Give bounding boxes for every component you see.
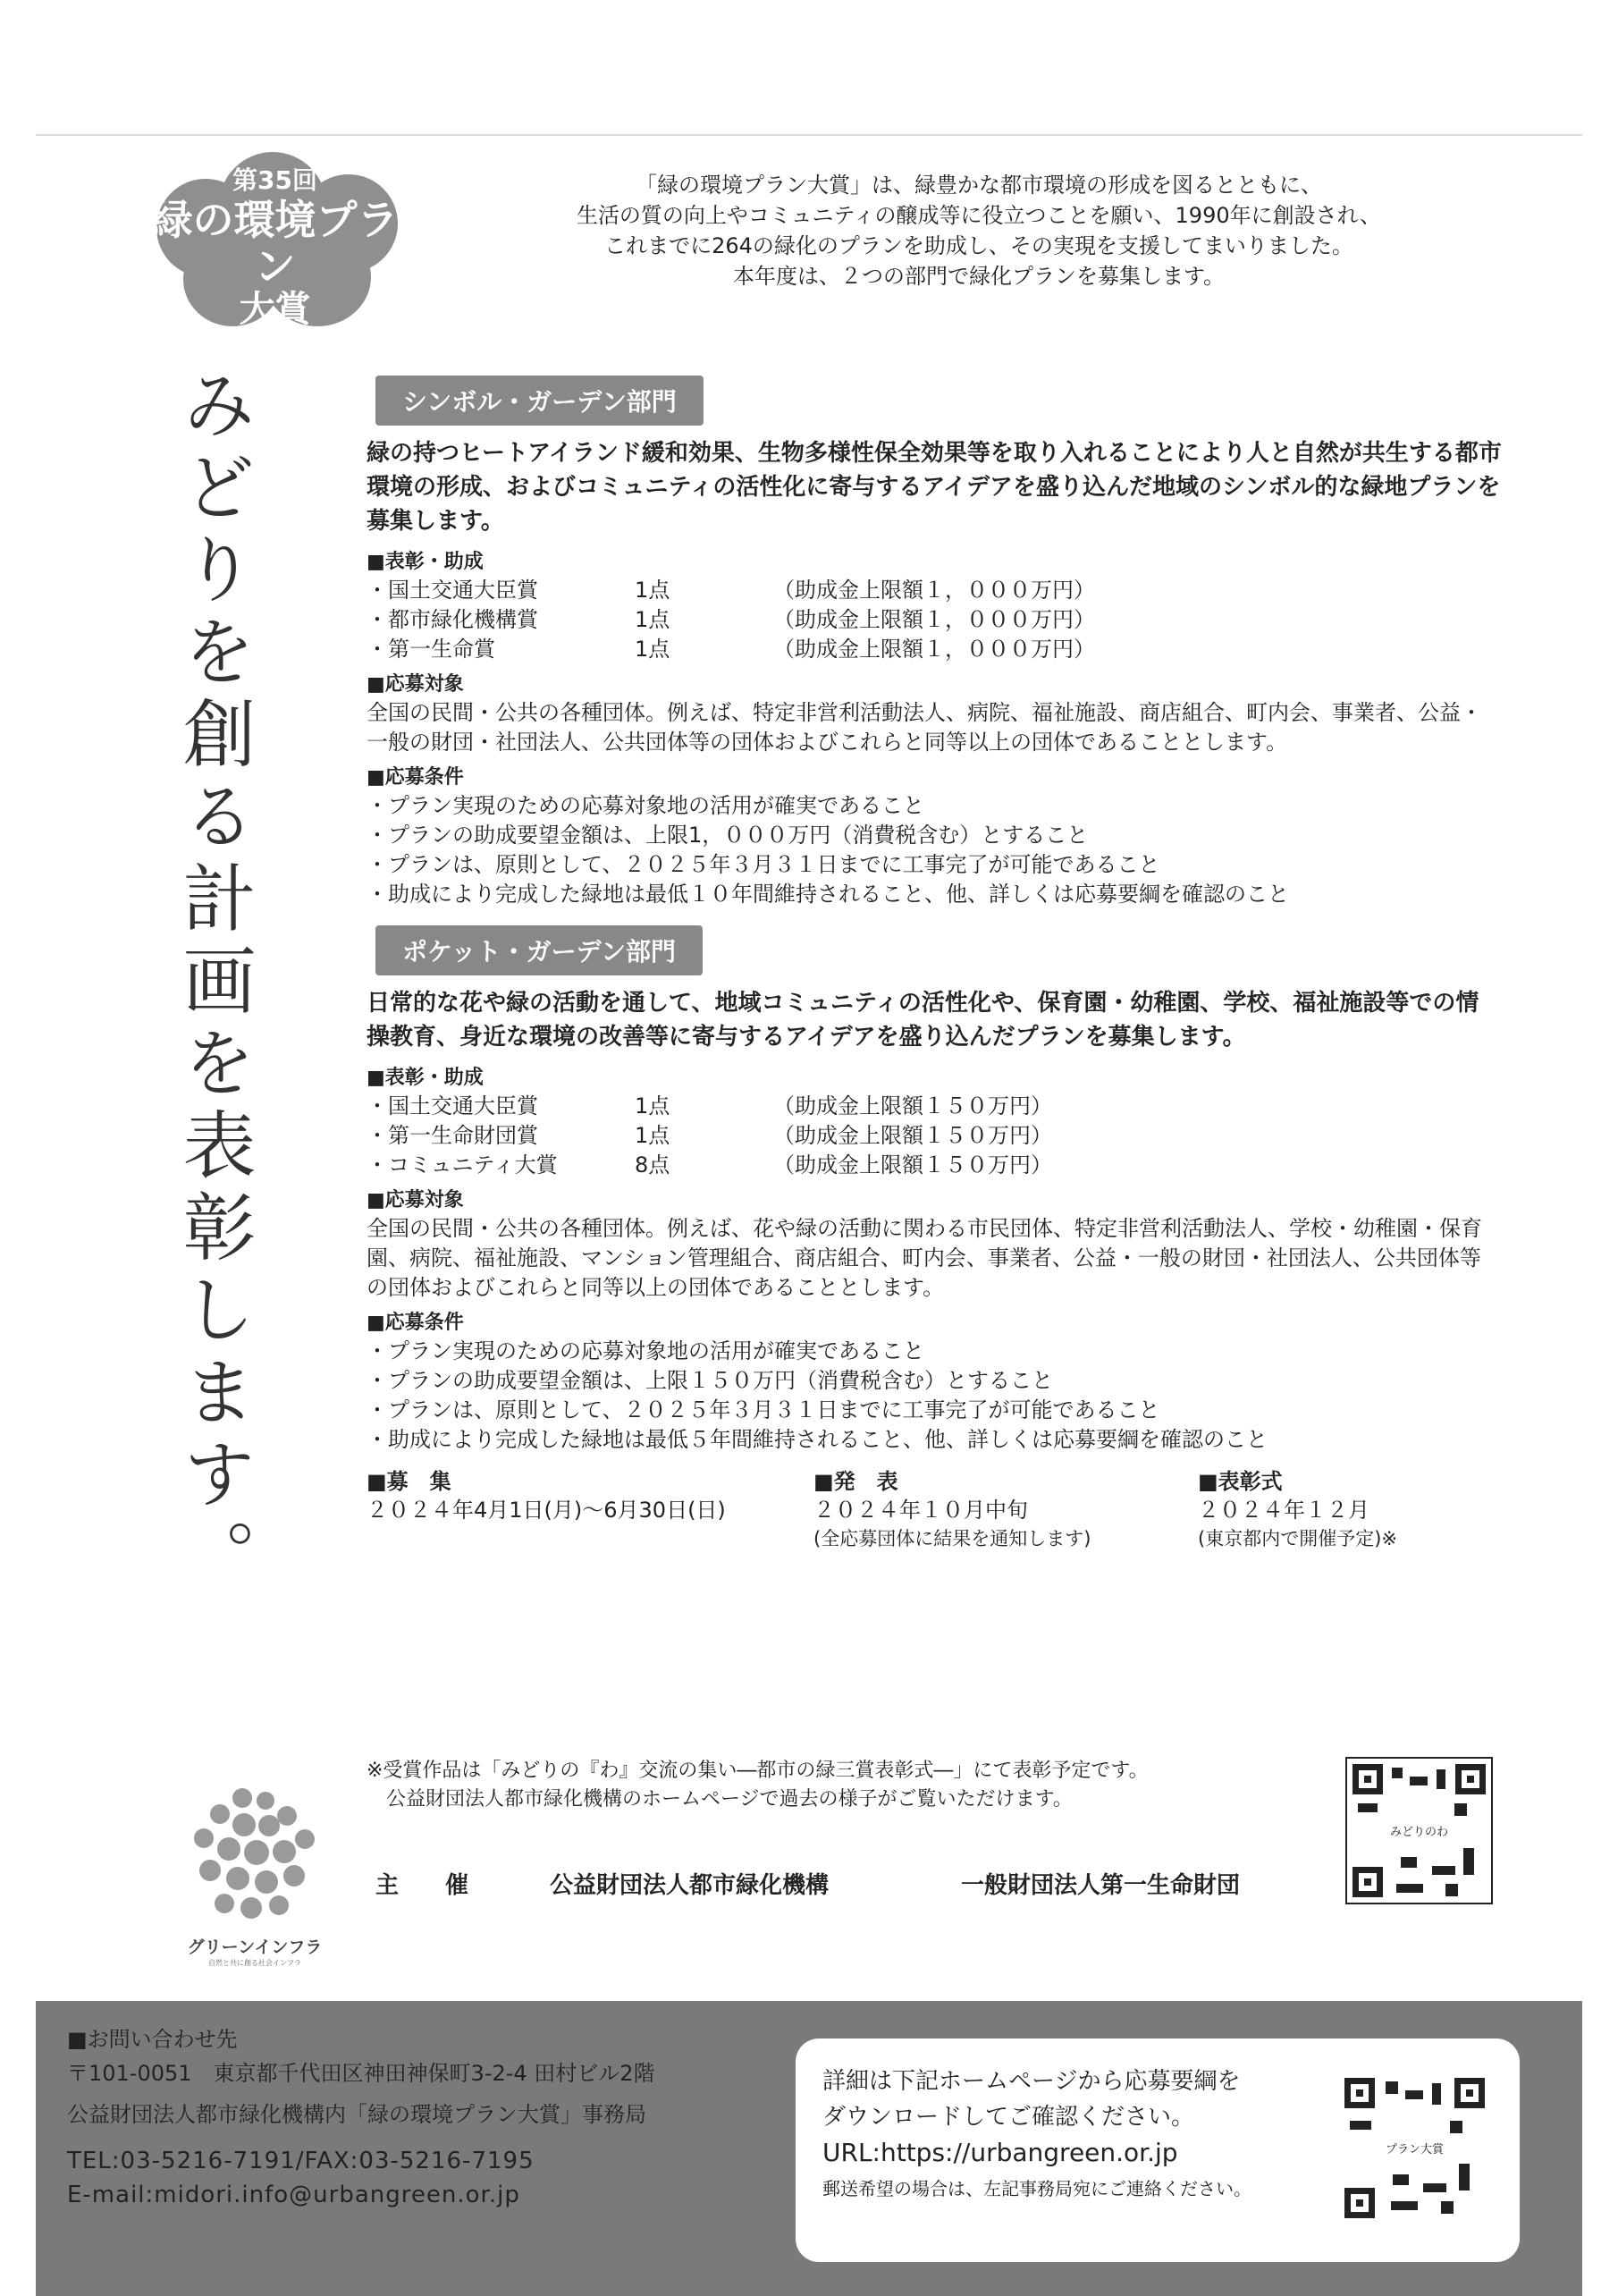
award-count: 1点 (635, 578, 670, 603)
organizer-1: 公益財団法人都市緑化機構 (550, 1872, 830, 1899)
award-amount: （助成金上限額１５０万円） (773, 1123, 1052, 1148)
award-name: ・第一生命財団賞 (367, 1123, 538, 1148)
pocket-target-text: 全国の民間・公共の各種団体。例えば、花や緑の活動に関わる市民団体、特定非営利活動法人、学校・幼稚園・保育園、病院、福祉施設、マンション管理組合、商店組合、町内会、事業者、公益・一般の財団・社団法人、公共団体等の団体およびこれらと同等以上の団体であることとします。 (367, 1216, 1482, 1300)
footnote-line: ※受賞作品は「みどりの『わ』交流の集い―都市の緑三賞表彰式―」にて表彰予定です。 (367, 1760, 1149, 1782)
green-infra-logo (183, 1788, 326, 1931)
green-infra-name: グリーンインフラ (187, 1937, 323, 1957)
contact-tel: TEL:03-5216-7191/FAX:03-5216-7195 (67, 2148, 535, 2174)
ceremony-note: (東京都内で開催予定)※ (1198, 1528, 1397, 1549)
recruit-heading: ■募 集 (367, 1469, 451, 1494)
schedule (367, 1467, 1502, 1553)
organizer-2: 一般財団法人第一生命財団 (961, 1872, 1241, 1899)
award-count: 1点 (635, 607, 670, 632)
symbol-conditions-heading: ■応募条件 (367, 766, 464, 789)
logo-name-line2: 大賞 (239, 289, 311, 330)
award-row (367, 1092, 1502, 1121)
intro-line: 本年度は、２つの部門で緑化プランを募集します。 (732, 264, 1226, 289)
main-content (367, 376, 1502, 1553)
award-name: ・コミュニティ大賞 (367, 1152, 558, 1178)
contact-address: 〒101-0051 東京都千代田区神田神保町3-2-4 田村ビル2階 (67, 2061, 655, 2086)
award-amount: （助成金上限額１５０万円） (773, 1093, 1052, 1118)
info-line2: ダウンロードしてご確認ください。 (822, 2104, 1195, 2131)
award-name: ・第一生命賞 (367, 637, 495, 662)
info-mail-note: 郵送希望の場合は、左記事務局宛にご連絡ください。 (822, 2178, 1251, 2199)
award-count: 1点 (635, 1123, 670, 1148)
info-line1: 詳細は下記ホームページから応募要綱を (822, 2068, 1241, 2095)
pocket-lead: 日常的な花や緑の活動を通して、地域コミュニティの活性化や、保育園・幼稚園、学校、福祉施設等での情操教育、身近な環境の改善等に寄与するアイデアを盛り込んだプランを募集します。 (367, 990, 1479, 1051)
footnote-line: 公益財団法人都市緑化機構のホームページで過去の様子がご覧いただけます。 (367, 1788, 1073, 1811)
condition-item: ・プランの助成要望金額は、上限１５０万円（消費税含む）とすること (367, 1368, 1053, 1393)
award-row (367, 635, 1502, 664)
award-amount: （助成金上限額１５０万円） (773, 1152, 1052, 1178)
condition-item: ・助成により完成した緑地は最低５年間維持されること、他、詳しくは応募要綱を確認のこと (367, 1427, 1268, 1452)
intro-line: 生活の質の向上やコミュニティの醸成等に役立つことを願い、1990年に創設され、 (576, 203, 1382, 228)
symbol-target-heading: ■応募対象 (367, 673, 464, 696)
contact-email[interactable]: E-mail:midori.info@urbangreen.or.jp (67, 2182, 520, 2208)
condition-item: ・プランの助成要望金額は、上限1，０００万円（消費税含む）とすること (367, 823, 1089, 848)
symbol-garden-heading: シンボル・ガーデン部門 (375, 376, 704, 426)
award-logo (147, 143, 402, 331)
award-name: ・国土交通大臣賞 (367, 578, 538, 603)
pocket-target-heading: ■応募対象 (367, 1189, 464, 1211)
award-count: 1点 (635, 637, 670, 662)
award-row (367, 605, 1502, 635)
award-name: ・国土交通大臣賞 (367, 1093, 538, 1118)
pocket-garden-heading: ポケット・ガーデン部門 (375, 925, 703, 975)
symbol-lead: 緑の持つヒートアイランド緩和効果、生物多様性保全効果等を取り入れることにより人と自然が共生する都市環境の形成、およびコミュニティの活性化に寄与するアイデアを盛り込んだ地域のシンボル的な緑地プランを募集します。 (367, 440, 1502, 535)
condition-item: ・プランは、原則として、２０２５年３月３１日までに工事完了が可能であること (367, 1397, 1160, 1422)
contact-heading: ■お問い合わせ先 (67, 2027, 238, 2052)
ceremony-date: ２０２４年１２月 (1198, 1498, 1369, 1523)
green-infra-tagline: 自然と共に創る社会インフラ (208, 1959, 301, 1967)
award-name: ・都市緑化機構賞 (367, 607, 538, 632)
ceremony-footnote (367, 1757, 1260, 1814)
condition-item: ・プラン実現のための応募対象地の活用が確実であること (367, 793, 924, 818)
logo-name-line1: 緑の環境プラン (151, 196, 399, 291)
announce-date: ２０２４年１０月中旬 (813, 1498, 1028, 1523)
qr-label: プラン大賞 (1370, 2140, 1459, 2157)
condition-item: ・プラン実現のための応募対象地の活用が確実であること (367, 1338, 924, 1363)
info-box (796, 2039, 1520, 2262)
award-row (367, 576, 1502, 605)
contact-office: 公益財団法人都市緑化機構内「緑の環境プラン大賞」事務局 (67, 2102, 646, 2127)
ceremony-heading: ■表彰式 (1198, 1469, 1283, 1494)
award-count: 1点 (635, 1093, 670, 1118)
top-divider (36, 134, 1582, 136)
qr-code-midori[interactable] (1345, 1757, 1493, 1904)
condition-item: ・助成により完成した緑地は最低１０年間維持されること、他、詳しくは応募要綱を確認のこと (367, 882, 1289, 907)
award-count: 8点 (635, 1152, 670, 1178)
symbol-target-text: 全国の民間・公共の各種団体。例えば、特定非営利活動法人、病院、福祉施設、商店組合、町内会、事業者、公益・一般の財団・社団法人、公共団体等の団体およびこれらと同等以上の団体であることとします。 (367, 700, 1482, 755)
vertical-headline: みどりを創る計画を表彰します。 (171, 367, 256, 1600)
logo-edition: 第35回 (232, 165, 317, 195)
condition-item: ・プランは、原則として、２０２５年３月３１日までに工事完了が可能であること (367, 852, 1160, 877)
info-url[interactable]: URL:https://urbangreen.or.jp (822, 2138, 1178, 2167)
symbol-awards-heading: ■表彰・助成 (367, 551, 484, 573)
award-amount: （助成金上限額１，０００万円） (773, 578, 1095, 603)
qr-code-plan[interactable] (1341, 2074, 1488, 2222)
pocket-awards-heading: ■表彰・助成 (367, 1067, 484, 1089)
award-row (367, 1151, 1502, 1180)
award-amount: （助成金上限額１，０００万円） (773, 607, 1095, 632)
intro-text (429, 170, 1529, 291)
announce-heading: ■発 表 (813, 1469, 898, 1494)
contact-block (67, 2022, 800, 2212)
organizer-label: 主 催 (375, 1872, 469, 1899)
pocket-conditions-heading: ■応募条件 (367, 1312, 464, 1334)
award-amount: （助成金上限額１，０００万円） (773, 637, 1095, 662)
intro-line: 「緑の環境プラン大賞」は、緑豊かな都市環境の形成を図るとともに、 (636, 173, 1322, 198)
qr-label: みどりのわ (1376, 1822, 1462, 1839)
announce-note: (全応募団体に結果を通知します) (813, 1528, 1091, 1549)
recruit-period: ２０２４年4月1日(月)～6月30日(日) (367, 1498, 726, 1523)
award-row (367, 1121, 1502, 1151)
intro-line: これまでに264の緑化のプランを助成し、その実現を支援してまいりました。 (604, 233, 1353, 258)
